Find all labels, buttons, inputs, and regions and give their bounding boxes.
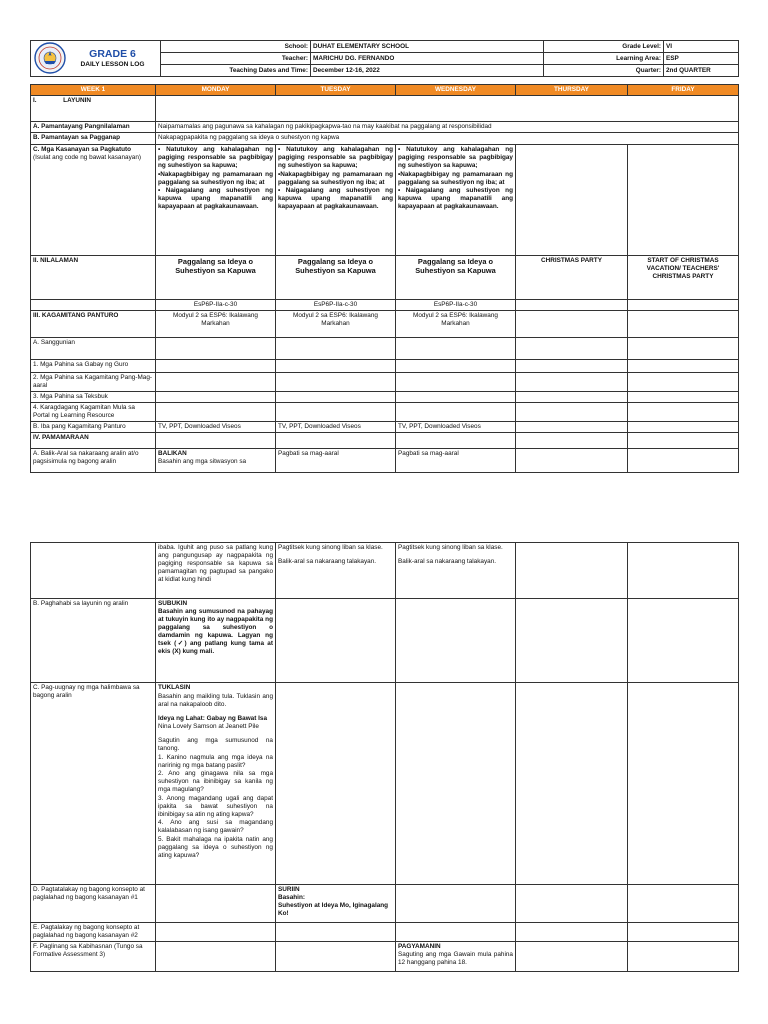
balik-aral-wednesday [396, 543, 516, 599]
nilalaman-friday: START OF CHRISTMAS VACATION/ TEACHERS' CHRISTMAS PARTY [628, 256, 739, 300]
school-value: DUHAT ELEMENTARY SCHOOL [311, 41, 544, 53]
learning-area-label: Learning Area: [544, 53, 664, 65]
sagutin-text: Sagutin ang mga sumusunod na tanong. [158, 737, 273, 752]
balikan-title: BALIKAN [158, 450, 187, 457]
balikan-text: Basahin ang mga sitwasyon sa [158, 458, 247, 465]
kasanayan-sub: (Isulat ang code ng bawat kasanayan) [33, 154, 142, 161]
day-tuesday: TUESDAY [276, 85, 396, 96]
karagdagang-kagamitan-label: 4. Karagdagang Kagamitan Mula sa Portal ng Learning Resource [31, 403, 156, 422]
code-tuesday: EsP6P-IIa-c-30 [276, 300, 396, 311]
kasanayan-tuesday [276, 145, 396, 256]
dates-value: December 12-16, 2022 [311, 65, 544, 77]
layunin-value [156, 96, 739, 122]
poem-title: Ideya ng Lahat: Gabay ng Bawat Isa [158, 714, 268, 722]
suriin-tuesday [276, 885, 396, 923]
grade-block [31, 41, 161, 77]
kasanayan-point-2: •Nakapagbibigay ng pamamaraan ng paggalang sa suhestiyon ng iba; at [278, 170, 393, 186]
lesson-grid-page-1 [30, 84, 739, 473]
kagamitang-friday [628, 311, 739, 338]
balik-aral-tuesday [276, 543, 396, 599]
kagamitang-thursday [516, 311, 628, 338]
pagtatalakay-1-label: D. Pagtatalakay ng bagong konsepto at paglalahad ng bagong kasanayan #1 [31, 885, 156, 923]
pamantayan-sa-pagganap-label: B. Pamantayan sa Pagganap [31, 133, 156, 145]
iba-monday: TV, PPT, Downloaded Viseos [156, 422, 276, 433]
question-4: 4. Ano ang susi sa magandang kalalabasan ng isang gawain? [158, 819, 273, 834]
tuklasin-intro: Basahin ang maikling tula. Tuklasin ang aral na nakapaloob dito. [158, 692, 273, 708]
subukin-text: Basahin ang sumusunod na pahayag at tukuyin kung ito ay nagpapakita ng paggalang sa suhestiyon o damdamin ng kapuwa. Lagyan ng tsek (✓) ang patlang kung tama at ekis (X) kung mali. [158, 608, 273, 655]
iba-pang-kagamitan-label: B. Iba pang Kagamitang Panturo [31, 422, 156, 433]
tuklasin-monday [156, 683, 276, 885]
iba-tuesday: TV, PPT, Downloaded Viseos [276, 422, 396, 433]
header-info-table [30, 40, 739, 77]
kasanayan-monday [156, 145, 276, 256]
poem-author: Nina Lovely Samson at Jeanett Pile [158, 723, 259, 730]
question-3: 3. Anong magandang ugali ang dapat ipakita sa bawat suhestiyon na ibinibigay sa atin ng ating kapwa? [158, 794, 273, 818]
log-title: DAILY LESSON LOG [80, 60, 145, 68]
pagtitsek-text: Pagtitsek kung sinong liban sa klase. [278, 544, 383, 551]
nilalaman-tuesday: Paggalang sa Ideya o Suhestiyon sa Kapuwa [276, 256, 396, 300]
code-monday: EsP6P-IIa-c-30 [156, 300, 276, 311]
kasanayan-point-3: • Naigagalang ang suhestiyon ng kapuwa upang mapanatili ang kapayapaan at pagkakaunawaan. [398, 187, 513, 210]
question-1: 1. Kanino nagmula ang mga ideya na naririnig ng mga batang paslit? [158, 753, 273, 769]
pamamaraan-label: IV. PAMAMARAAN [31, 433, 156, 449]
day-monday: MONDAY [156, 85, 276, 96]
week-label: WEEK 1 [31, 85, 156, 96]
pagtalakay-2-label: E. Pagtalakay ng bagong konsepto at paglalahad ng bagong kasanayan #2 [31, 923, 156, 942]
sanggunian-label: A. Sanggunian [31, 338, 156, 360]
kasanayan-point-3: • Naigagalang ang suhestiyon ng kapuwa upang mapanatili ang kapayapaan at pagkakaunawaan. [278, 187, 393, 210]
lesson-grid-page-2 [30, 542, 739, 972]
pagyamanin-wednesday [396, 942, 516, 972]
grade-title: GRADE 6 [89, 47, 136, 60]
kasanayan-point-2: •Nakapagbibigay ng pamamaraan ng paggalang sa suhestiyon ng iba; at [158, 170, 273, 186]
nilalaman-monday: Paggalang sa Ideya o Suhestiyon sa Kapuwa [156, 256, 276, 300]
grade-level-label: Grade Level: [544, 41, 664, 53]
paglinang-label: F. Paglinang sa Kabihasnan (Tungo sa Formative Assessment 3) [31, 942, 156, 972]
grade-level-value: VI [664, 41, 739, 53]
quarter-label: Quarter: [544, 65, 664, 77]
pag-uugnay-label: C. Pag-uugnay ng mga halimbawa sa bagong aralin [31, 683, 156, 885]
kasanayan-point-1: • Natutukoy ang kahalagahan ng pagiging responsable sa pagbibigay ng suhestiyon sa kapuwa; [398, 146, 513, 169]
suriin-text: Suhestiyon at Ideya Mo, Iginagalang Ko! [278, 902, 389, 917]
teacher-label: Teacher: [161, 53, 311, 65]
pamantayan-sa-pagganap-value: Nakapagpapakita ng paggalang sa ideya o suhestyon ng kapwa [156, 133, 739, 145]
pamantayang-pangnilalaman-value: Naipamamalas ang pagunawa sa kahalagan ng pakikipagkapwa-tao na may kaakibat na paggalang at responsibilidad [156, 122, 739, 133]
balik-aral-label: A. Balik-Aral sa nakaraang aralin at/o pagsisimula ng bagong aralin [31, 449, 156, 473]
nilalaman-thursday: CHRISTMAS PARTY [516, 256, 628, 300]
pagbati-wednesday: Pagbati sa mag-aaral [396, 449, 516, 473]
day-wednesday: WEDNESDAY [396, 85, 516, 96]
kagamitang-monday: Modyul 2 sa ESP6: Ikalawang Markahan [156, 311, 276, 338]
kasanayan-thursday [516, 145, 628, 256]
teacher-value: MARICHU DG. FERNANDO [311, 53, 544, 65]
kasanayan-friday [628, 145, 739, 256]
kasanayan-point-3: • Naigagalang ang suhestiyon ng kapuwa upang mapanatili ang kapayapaan at pagkakaunawaan. [158, 187, 273, 210]
day-friday: FRIDAY [628, 85, 739, 96]
gabay-guro-label: 1. Mga Pahina sa Gabay ng Guro [31, 360, 156, 373]
kagamitang-panturo-label: III. KAGAMITANG PANTURO [31, 311, 156, 338]
kasanayan-point-1: • Natutukoy ang kahalagahan ng pagiging responsable sa pagbibigay ng suhestiyon sa kapuwa; [278, 146, 393, 169]
layunin-label: I. LAYUNIN [31, 96, 156, 122]
suriin-title: SURIIN [278, 886, 300, 893]
suriin-basahin: Basahin: [278, 894, 305, 901]
kasanayan-wednesday [396, 145, 516, 256]
tuklasin-title: TUKLASIN [158, 684, 191, 691]
kasanayan-label-cell [31, 145, 156, 256]
code-friday [628, 300, 739, 311]
nilalaman-label: II. NILALAMAN [31, 256, 156, 300]
teksbuk-label: 3. Mga Pahina sa Teksbuk [31, 392, 156, 403]
pagbati-tuesday: Pagbati sa mag-aaral [276, 449, 396, 473]
kagamitang-tuesday: Modyul 2 sa ESP6: Ikalawang Markahan [276, 311, 396, 338]
paghahabi-label: B. Paghahabi sa layunin ng aralin [31, 599, 156, 683]
kagamitang-wednesday: Modyul 2 sa ESP6: Ikalawang Markahan [396, 311, 516, 338]
nilalaman-wednesday: Paggalang sa Ideya o Suhestiyon sa Kapuwa [396, 256, 516, 300]
kagamitang-pang-mag-aaral-label: 2. Mga Pahina sa Kagamitang Pang-Mag-aaral [31, 373, 156, 392]
learning-area-value: ESP [664, 53, 739, 65]
kasanayan-label: C. Mga Kasanayan sa Pagkatuto [33, 146, 132, 153]
code-wednesday: EsP6P-IIa-c-30 [396, 300, 516, 311]
subukin-title: SUBUKIN [158, 600, 188, 607]
kasanayan-point-2: •Nakapagbibigay ng pamamaraan ng paggalang sa suhestiyon ng iba; at [398, 170, 513, 186]
quarter-value: 2nd QUARTER [664, 65, 739, 77]
day-header-row [31, 85, 739, 96]
subukin-monday [156, 599, 276, 683]
dates-label: Teaching Dates and Time: [161, 65, 311, 77]
pagtitsek-text: Pagtitsek kung sinong liban sa klase. [398, 544, 503, 551]
balik-aral-text: Balik-aral sa nakaraang talakayan. [278, 558, 377, 565]
balikan-cont-monday: ibaba. Iguhit ang puso sa patlang kung ang pangungusap ay nagpapakita ng pagiging responsable sa kapuwa sa pamamagitan ng pagtupad sa pangako at kidlat kung hindi [156, 543, 276, 599]
kasanayan-point-1: • Natutukoy ang kahalagahan ng pagiging responsable sa pagbibigay ng suhestiyon sa kapuwa; [158, 146, 273, 169]
question-5: 5. Bakit mahalaga na ipakita natin ang paggalang sa ideya o suhestiyon ng ating kapuwa? [158, 835, 273, 859]
code-thursday [516, 300, 628, 311]
balik-aral-cont-label [31, 543, 156, 599]
balik-aral-text: Balik-aral sa nakaraang talakayan. [398, 558, 497, 565]
day-thursday: THURSDAY [516, 85, 628, 96]
balikan-monday [156, 449, 276, 473]
question-2: 2. Ano ang ginagawa nila sa mga suhestiyon na ibinibigay sa kanila ng mga magulang? [158, 770, 273, 793]
pagyamanin-title: PAGYAMANIN [398, 943, 441, 950]
code-label [31, 300, 156, 311]
pamantayang-pangnilalaman-label: A. Pamantayang Pangnilalaman [31, 122, 156, 133]
iba-wednesday: TV, PPT, Downloaded Viseos [396, 422, 516, 433]
school-label: School: [161, 41, 311, 53]
pagyamanin-text: Saguting ang mga Gawain mula pahina 12 hanggang pahina 18. [398, 951, 513, 966]
